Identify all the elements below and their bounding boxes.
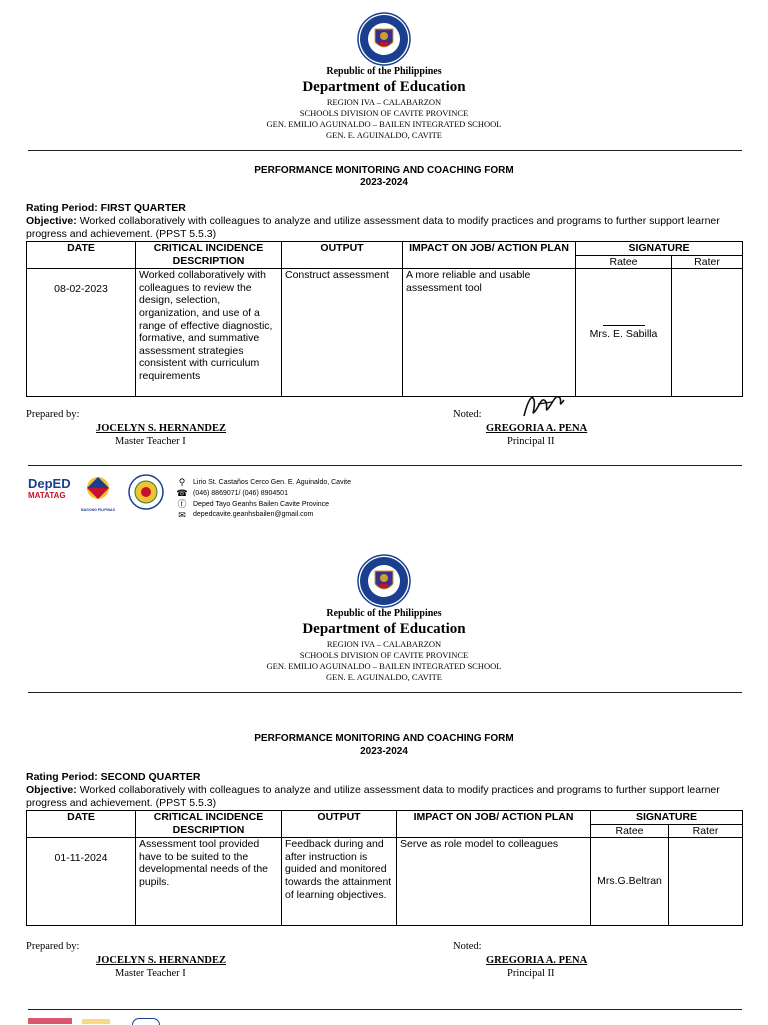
footer-facebook: Deped Tayo Geanhs Bailen Cavite Province (193, 501, 330, 508)
noted-title: Principal II (507, 436, 555, 447)
header-divider (28, 150, 742, 151)
rating-period: Rating Period: SECOND QUARTER (26, 771, 201, 783)
department-title: Department of Education (302, 621, 466, 637)
region-label: REGION IVA – CALABARZON (326, 97, 442, 107)
col-output: OUTPUT (282, 242, 403, 269)
cell-output: Construct assessment (282, 269, 403, 397)
cell-ratee: Mrs.G.Beltran (591, 838, 669, 926)
rating-period: Rating Period: FIRST QUARTER (26, 202, 186, 214)
prepared-name: JOCELYN S. HERNANDEZ (96, 423, 227, 434)
deped-seal-icon (357, 554, 411, 608)
town-label: GEN. E. AGUINALDO, CAVITE (326, 672, 442, 682)
col-signature: SIGNATURE (591, 811, 743, 825)
footer-divider (28, 1009, 742, 1010)
location-icon: ⚲ (178, 477, 186, 487)
col-rater: Rater (672, 255, 743, 269)
republic-label: Republic of the Philippines (326, 608, 442, 619)
cell-date: 08-02-2023 (27, 269, 136, 397)
phone-icon: ☎ (176, 488, 188, 498)
col-ratee: Ratee (591, 824, 669, 838)
objective: Objective: Worked collaboratively with colleagues to analyze and utilize assessment data to modify practices and programs to further support learner progress and achievement. (PPST 5.5.3) (26, 215, 720, 240)
prepared-label: Prepared by: (26, 941, 80, 952)
col-signature: SIGNATURE (576, 242, 743, 256)
footer-phone: (046) 8869071/ (046) 8904501 (193, 490, 288, 497)
objective: Objective: Worked collaboratively with colleagues to analyze and utilize assessment data to modify practices and programs to further support learner progress and achievement. (PPST 5.5.3) (26, 784, 720, 809)
cell-impact: A more reliable and usable assessment tool (403, 269, 576, 397)
bagong-label: BAGONG PILIPINAS (81, 508, 115, 512)
col-ratee: Ratee (576, 255, 672, 269)
noted-label: Noted: (453, 941, 482, 952)
republic-label: Republic of the Philippines (326, 66, 442, 77)
school-label: GEN. EMILIO AGUINALDO – BAILEN INTEGRATED SCHOOL (266, 661, 502, 671)
form-title: PERFORMANCE MONITORING AND COACHING FORM (254, 165, 514, 176)
cell-critical: Assessment tool provided have to be suited to the developmental needs of the pupils. (136, 838, 282, 926)
coaching-table (26, 810, 743, 926)
table-row (27, 269, 743, 397)
col-date: DATE (27, 242, 136, 269)
cell-date: 01-11-2024 (27, 838, 136, 926)
prepared-name: JOCELYN S. HERNANDEZ (96, 955, 227, 966)
col-output: OUTPUT (282, 811, 397, 838)
form-year: 2023-2024 (360, 746, 408, 757)
prepared-label: Prepared by: (26, 409, 80, 420)
col-rater: Rater (669, 824, 743, 838)
noted-label: Noted: (453, 409, 482, 420)
cell-rater (669, 838, 743, 926)
col-impact: IMPACT ON JOB/ ACTION PLAN (403, 242, 576, 269)
email-icon: ✉ (178, 510, 186, 520)
bagong-logo-partial (82, 1019, 110, 1024)
cell-critical: Worked collaboratively with colleagues to review the design, selection, organization, and use of a range of effective diagnostic, formative, and summative assessment strategies consistent with curriculum requirements (136, 269, 282, 397)
prepared-title: Master Teacher I (115, 436, 186, 447)
col-impact: IMPACT ON JOB/ ACTION PLAN (397, 811, 591, 838)
region-label: REGION IVA – CALABARZON (326, 639, 442, 649)
noted-name: GREGORIA A. PENA (486, 423, 588, 434)
facebook-icon: ⓕ (177, 499, 187, 509)
bagong-pilipinas-logo-icon (80, 474, 116, 510)
noted-name: GREGORIA A. PENA (486, 955, 588, 966)
ratee-signature-line (603, 325, 645, 326)
col-critical: CRITICAL INCIDENCE DESCRIPTION (136, 242, 282, 269)
cell-impact: Serve as role model to colleagues (397, 838, 591, 926)
form-year: 2023-2024 (360, 177, 408, 188)
form-title: PERFORMANCE MONITORING AND COACHING FORM (254, 733, 514, 744)
noted-title: Principal II (507, 968, 555, 979)
school-label: GEN. EMILIO AGUINALDO – BAILEN INTEGRATED SCHOOL (266, 119, 502, 129)
department-title: Department of Education (302, 79, 466, 95)
principal-signature-icon (518, 390, 568, 422)
footer-address: Lirio St. Castaños Cerco Gen. E. Aguinaldo, Cavite (193, 479, 351, 486)
town-label: GEN. E. AGUINALDO, CAVITE (326, 130, 442, 140)
division-label: SCHOOLS DIVISION OF CAVITE PROVINCE (299, 650, 469, 660)
header-divider (28, 692, 742, 693)
ratee-name: Mrs. E. Sabilla (589, 327, 658, 340)
deped-matatag-logo: DepED MATATAG (28, 476, 71, 500)
deped-logo-partial (28, 1018, 72, 1024)
cell-ratee (576, 269, 672, 397)
deped-seal-icon (357, 12, 411, 66)
col-date: DATE (27, 811, 136, 838)
table-row (27, 838, 743, 926)
division-label: SCHOOLS DIVISION OF CAVITE PROVINCE (299, 108, 469, 118)
coaching-table (26, 241, 743, 397)
prepared-title: Master Teacher I (115, 968, 186, 979)
cell-output: Feedback during and after instruction is guided and monitored towards the attainment of learning objectives. (282, 838, 397, 926)
school-logo-icon (128, 474, 164, 510)
footer-divider (28, 465, 742, 466)
cell-rater (672, 269, 743, 397)
footer-email: depedcavite.geanhsbailen@gmail.com (193, 511, 314, 518)
col-critical: CRITICAL INCIDENCE DESCRIPTION (136, 811, 282, 838)
